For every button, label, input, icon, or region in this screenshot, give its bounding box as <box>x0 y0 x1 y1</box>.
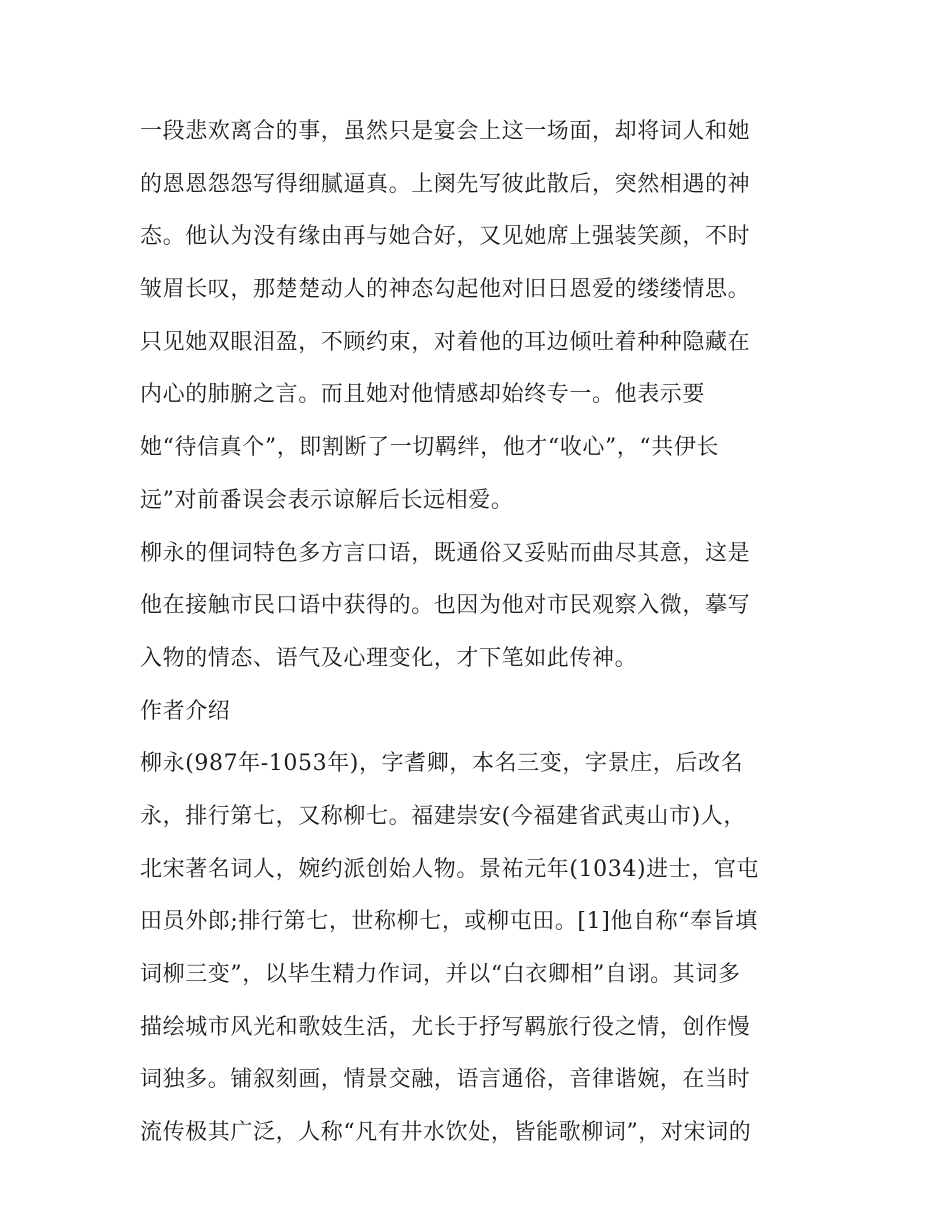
text-line: 只见她双眼泪盈，不顾约束，对着他的耳边倾吐着种种隐藏在 <box>140 329 751 355</box>
text-line: 柳永的俚词特色多方言口语，既通俗又妥贴而曲尽其意，这是 <box>140 540 751 566</box>
text-line: 入物的情态、语气及心理变化，才下笔如此传神。 <box>140 645 638 671</box>
text-line: 他在接触市民口语中获得的。也因为他对市民观察入微，摹写 <box>140 593 751 619</box>
text-line: 的恩恩怨怨写得细腻逼真。上阕先写彼此散后，突然相遇的神 <box>140 171 751 197</box>
text-line: 远”对前番误会表示谅解后长远相爱。 <box>140 487 514 513</box>
text-line: 永，排行第七，又称柳七。福建崇安(今福建省武夷山市)人， <box>140 803 746 829</box>
text-line: 一段悲欢离合的事，虽然只是宴会上这一场面，却将词人和她 <box>140 119 751 144</box>
text-line: 词独多。铺叙刻画，情景交融，语言通俗，音律谐婉，在当时 <box>140 1067 751 1093</box>
text-line: 内心的肺腑之言。而且她对他情感却始终专一。他表示要 <box>140 382 706 408</box>
text-line: 态。他认为没有缘由再与她合好，又见她席上强装笑颜，不时 <box>140 224 751 250</box>
text-line: 皱眉长叹，那楚楚动人的神态勾起他对旧日恩爱的缕缕情思。 <box>140 277 751 303</box>
text-line: 词柳三变”，以毕生精力作词，并以“白衣卿相”自诩。其词多 <box>140 962 741 987</box>
section-heading: 作者介绍 <box>140 698 231 724</box>
text-line: 她“待信真个”，即割断了一切羁绊，他才“收心”，“共伊长 <box>140 435 720 461</box>
document-body <box>140 106 820 1160</box>
text-line: 北宋著名词人，婉约派创始人物。景祐元年(1034)进士，官屯 <box>140 856 760 882</box>
text-line: 田员外郎;排行第七，世称柳七，或柳屯田。[1]他自称“奉旨填 <box>140 909 758 935</box>
text-line: 描绘城市风光和歌妓生活，尤长于抒写羁旅行役之情，创作慢 <box>140 1014 751 1040</box>
text-line: 流传极其广泛，人称“凡有井水饮处，皆能歌柳词”，对宋词的 <box>140 1120 752 1146</box>
text-line: 柳永(987年-1053年)，字耆卿，本名三变，字景庄，后改名 <box>140 751 744 777</box>
